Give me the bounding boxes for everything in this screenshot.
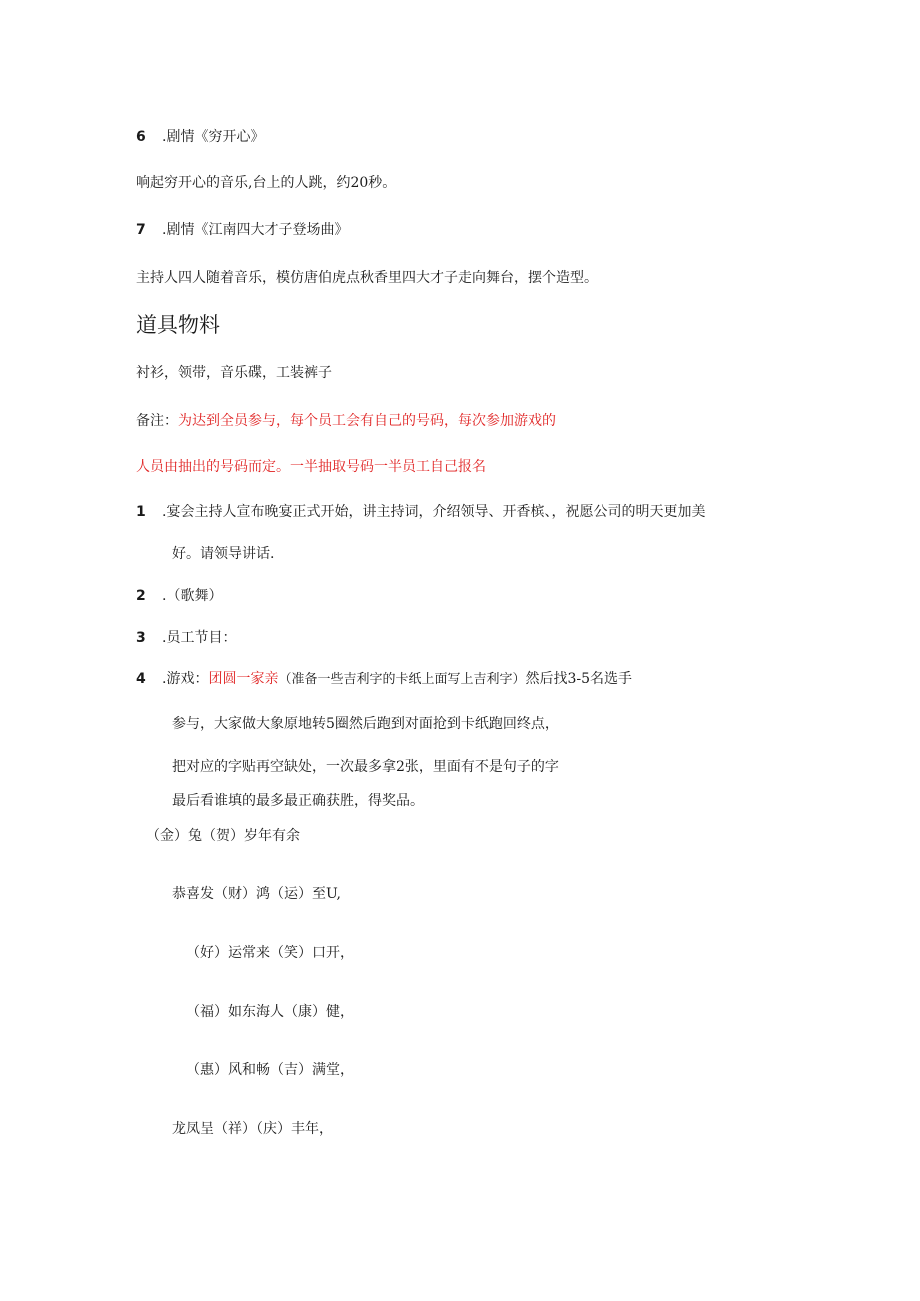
phrase-6: 龙凤呈（祥）（庆）丰年， [172,1121,333,1137]
game-rule-1: 参与，大家做大象原地转5圈然后跑到对面抢到卡纸跑回终点， [172,716,559,732]
paragraph-music: 响起穷开心的音乐,台上的人跳，约20秒。 [136,175,397,191]
item-number: 4 [136,671,146,687]
item-3 [136,628,236,648]
note-label: 备注： [136,413,178,429]
props-list: 衬衫，领带，音乐碟，工装裤子 [136,365,332,381]
game-name: 团圆一家亲 [208,671,279,687]
item-text: .员工节目： [162,630,237,646]
item-1-continued: 好。请领导讲话. [172,546,275,562]
phrase-4: （福）如东海人（康）健， [186,1004,354,1020]
paragraph-hosts: 主持人四人随着音乐，模仿唐伯虎点秋香里四大才子走向舞台，摆个造型。 [136,270,598,286]
note [136,411,556,431]
note-continued: 人员由抽出的号码而定。一半抽取号码一半员工自己报名 [136,459,486,475]
game-rule-2: 把对应的字贴再空缺处，一次最多拿2张，里面有不是句子的字 [172,759,559,775]
item-6 [136,127,264,147]
section-heading: 道具物料 [136,313,220,337]
game-rule-3: 最后看谁填的最多最正确获胜，得奖品。 [172,793,424,809]
item-1 [136,502,705,522]
phrase-3: （好）运常来（笑）口开， [186,945,354,961]
item-text: .剧情《穷开心》 [162,129,265,145]
item-number: 2 [136,588,146,604]
game-prep: （准备一些吉利字的卡纸上面写上吉利字） [278,672,526,687]
note-text: 为达到全员参与，每个员工会有自己的号码，每次参加游戏的 [178,413,556,429]
item-text: .游戏： [162,671,209,687]
phrase-2: 恭喜发（财）鸿（运）至U, [172,886,341,902]
item-number: 6 [136,129,146,145]
item-number: 1 [136,504,146,520]
phrase-1: （金）兔（贺）岁年有余 [146,828,300,844]
item-text: .宴会主持人宣布晚宴正式开始，讲主持词，介绍领导、开香槟、，祝愿公司的明天更加美 [162,504,706,520]
phrase-5: （惠）风和畅（吉）满堂， [186,1062,354,1078]
item-text: .剧情《江南四大才子登场曲》 [162,222,349,238]
item-2 [136,586,222,606]
item-text: .（歌舞） [162,588,223,604]
item-number: 3 [136,630,146,646]
item-number: 7 [136,222,146,238]
item-7 [136,220,348,240]
item-text-end: 然后找3-5名选手 [525,671,633,687]
item-4 [136,669,632,690]
